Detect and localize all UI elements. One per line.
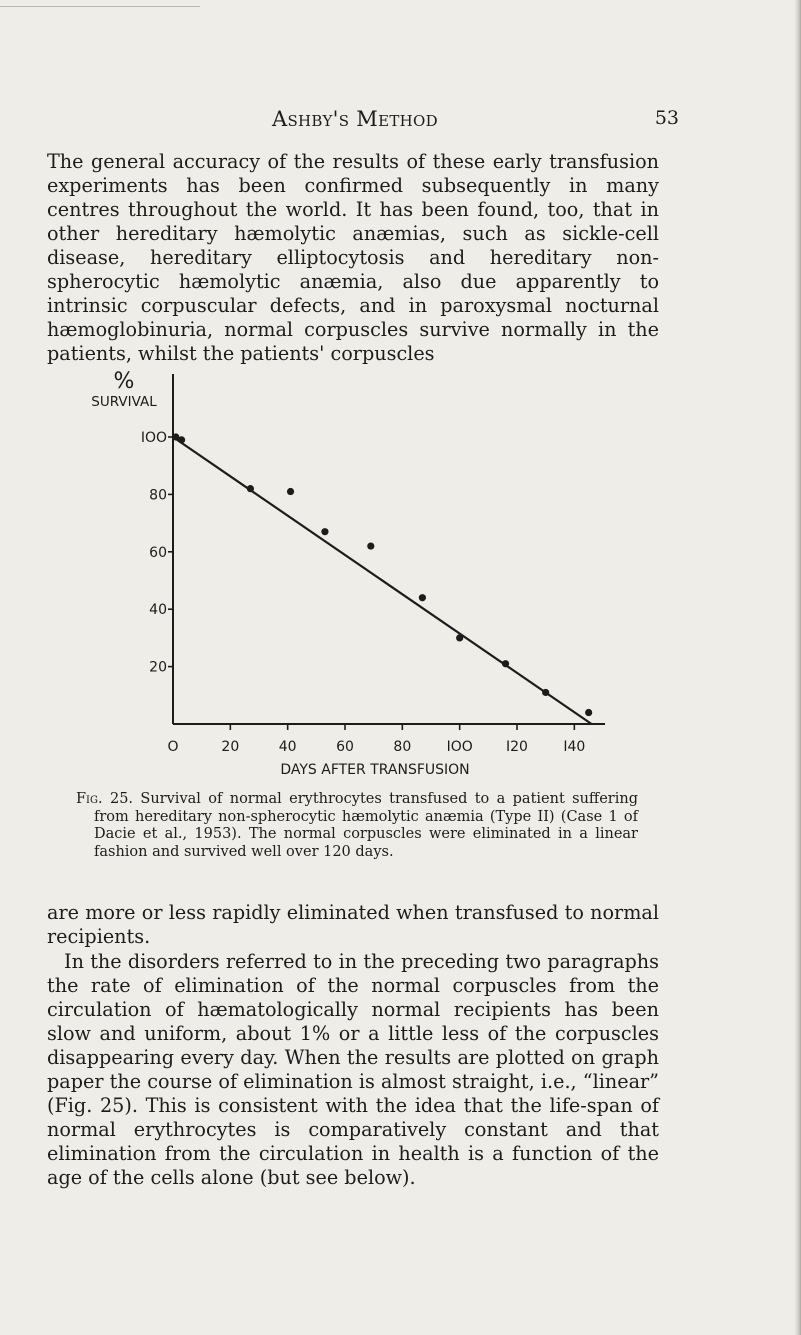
x-tick-label: I40	[563, 739, 586, 755]
running-title: Ashby's Method	[272, 107, 438, 131]
page-top-edge	[0, 6, 200, 7]
x-tick-label: 40	[278, 739, 297, 755]
data-point	[247, 485, 254, 492]
y-tick-label: 80	[149, 487, 167, 504]
y-tick-label: 40	[149, 602, 167, 619]
y-tick-label: 60	[149, 544, 167, 561]
y-tick-label: IOO	[140, 430, 167, 446]
x-tick-label: 60	[336, 739, 354, 755]
y-tick-label: 20	[149, 659, 167, 676]
caption-label: Fig. 25.	[76, 791, 134, 807]
data-point	[287, 488, 294, 495]
linear-fit-line	[173, 437, 592, 724]
data-point	[321, 528, 328, 535]
x-tick-label: 20	[221, 739, 240, 755]
data-point	[456, 634, 463, 641]
data-point	[502, 660, 509, 667]
paragraph-2: are more or less rapidly eliminated when transfused to normal recipients.	[47, 901, 659, 948]
figure-caption	[76, 791, 638, 861]
survival-chart	[60, 362, 680, 782]
x-tick-label: 80	[393, 739, 412, 755]
x-tick-label: O	[167, 739, 179, 755]
y-axis-label-survival: SURVIVAL	[91, 394, 157, 410]
data-point	[419, 594, 426, 601]
paragraph-1: The general accuracy of the results of these early transfusion experiments has been confirmed subsequently in many centres throughout the world. It has been found, too, that in other hereditary hæmolytic anæmias, such as sickle-cell disease, hereditary elliptocytosis and hereditary non-spherocytic hæmolytic anæmia, also due apparently to intrinsic corpuscular defects, and in paroxysmal nocturnal hæmoglobinuria, normal corpuscles survive normally in the patients, whilst the patients' corpuscles	[47, 150, 659, 365]
x-axis-label: DAYS AFTER TRANSFUSION	[280, 762, 470, 778]
paragraph-3: In the disorders referred to in the preceding two paragraphs the rate of elimination of the normal corpuscles from the circulation of hæmatologically normal recipients has been slow and uniform, about 1% or a little less of the corpuscles disappearing every day. When the results are plotted on graph paper the course of elimination is almost straight, i.e., “linear” (Fig. 25). This is consistent with the idea that the life-span of normal erythrocytes is comparatively constant and that elimination from the circulation in health is a function of the age of the cells alone (but see below).	[47, 950, 659, 1189]
y-axis-label-percent: %	[113, 369, 135, 394]
x-tick-label: I20	[506, 739, 528, 755]
page-number: 53	[654, 107, 679, 129]
page-binding-edge	[795, 0, 801, 1335]
data-point	[585, 709, 592, 716]
data-point	[542, 689, 549, 696]
data-point	[178, 436, 185, 443]
page-header	[0, 107, 801, 137]
figure-25	[60, 362, 680, 782]
x-tick-label: IOO	[446, 739, 473, 755]
caption-text: Survival of normal erythrocytes transfused to a patient suffering from hereditary non-spherocytic hæmolytic anæmia (Type II) (Case 1 of Dacie et al., 1953). The normal corpuscles were eliminated in a linear fashion and survived well over 120 days.	[94, 791, 639, 860]
data-point	[367, 542, 374, 549]
